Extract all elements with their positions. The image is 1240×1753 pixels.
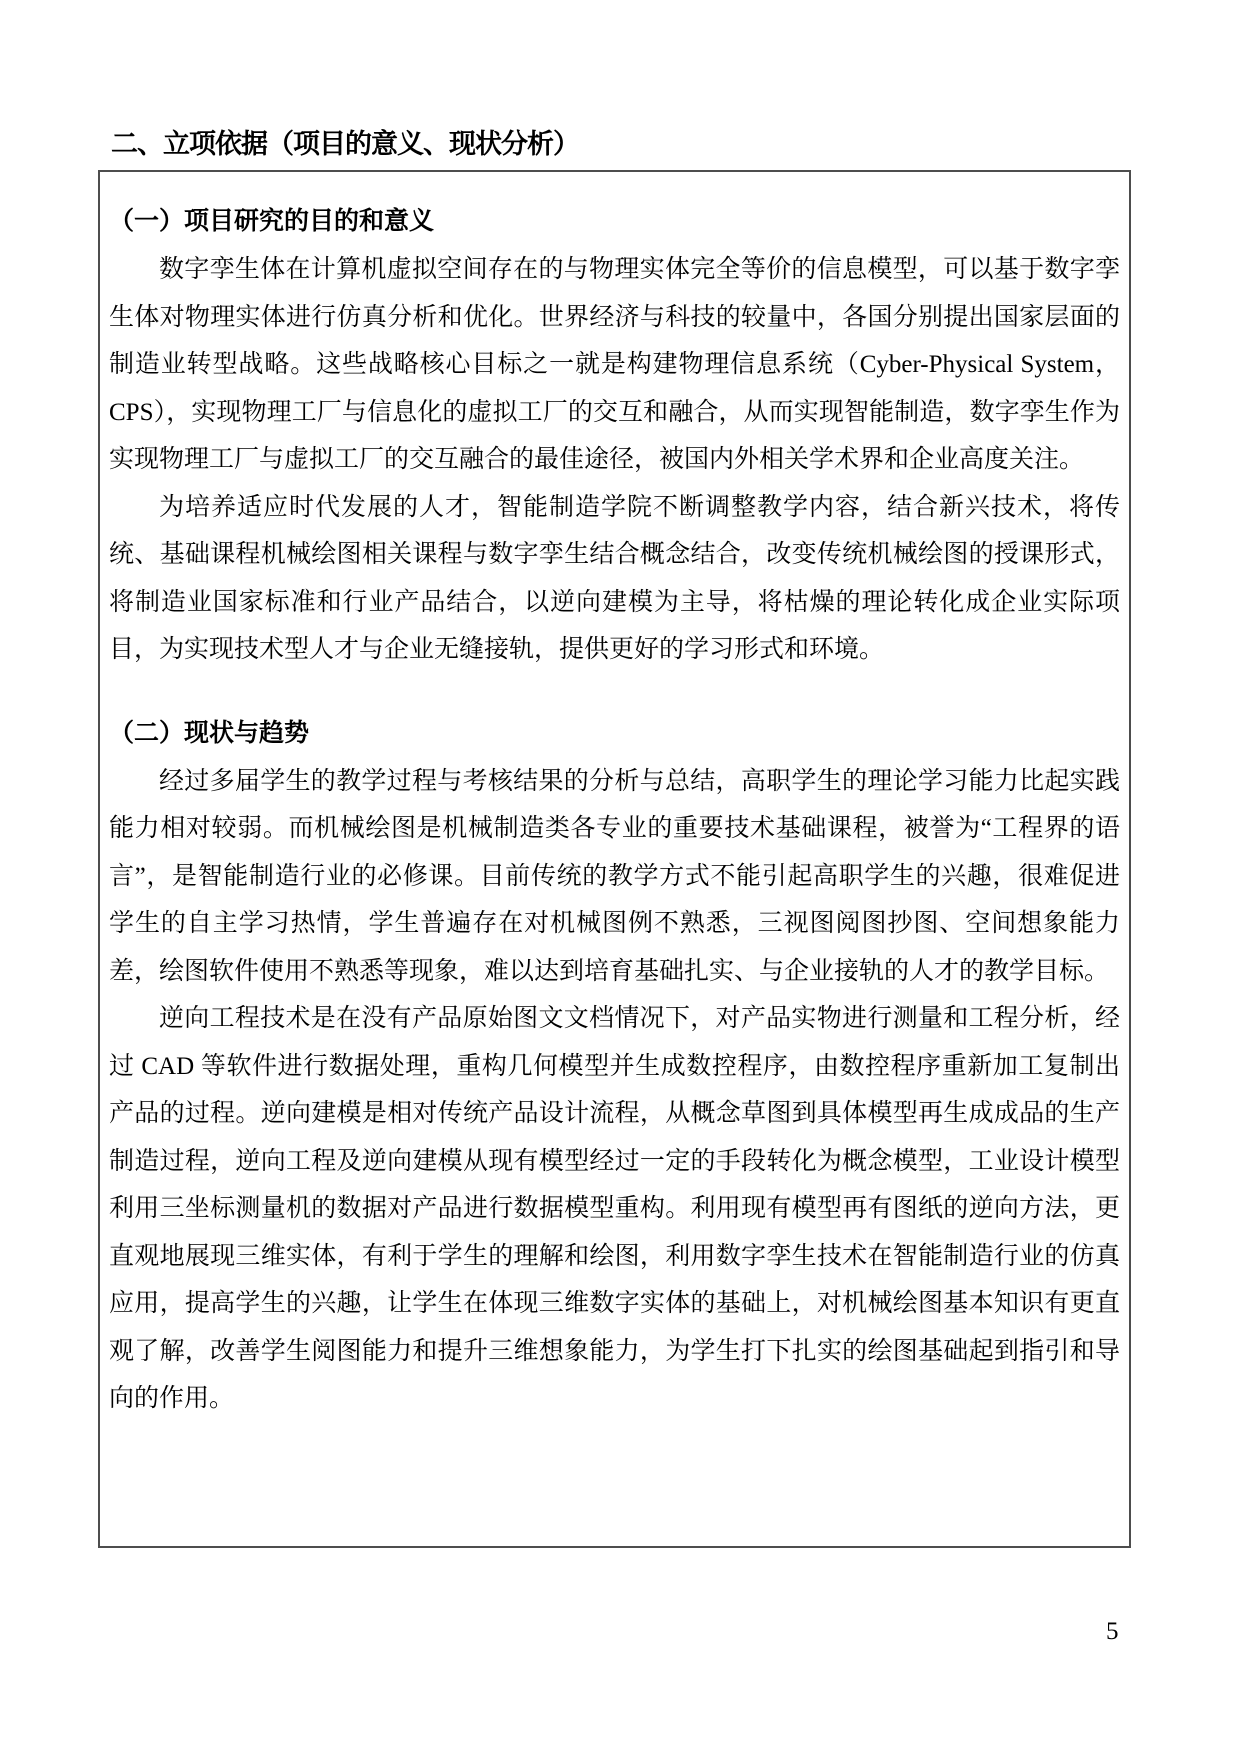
section-status-and-trends <box>109 716 1120 1423</box>
page-title: 二、立项依据（项目的意义、现状分析） <box>111 129 579 159</box>
section-purpose-and-significance <box>109 204 1120 674</box>
section-heading-status-trends: （二）现状与趋势 <box>109 718 310 747</box>
section-heading-purpose: （一）项目研究的目的和意义 <box>109 207 435 235</box>
paragraph: 数字孪生体在计算机虚拟空间存在的与物理实体完全等价的信息模型，可以基于数字孪生体对物理实体进行仿真分析和优化。世界经济与科技的较量中，各国分别提出国家层面的制造业转型战略。这些战略核心目标之一就是构建物理信息系统（Cyber-Physical System，CPS），实现物理工厂与信息化的虚拟工厂的交互和融合，从而实现智能制造，数字孪生作为实现物理工厂与虚拟工厂的交互融合的最佳途径，被国内外相关学术界和企业高度关注。 <box>109 256 1120 473</box>
content-box <box>98 170 1131 1548</box>
paragraph: 经过多届学生的教学过程与考核结果的分析与总结，高职学生的理论学习能力比起实践能力相对较弱。而机械绘图是机械制造类各专业的重要技术基础课程，被誉为“工程界的语言”，是智能制造行业的必修课。目前传统的教学方式不能引起高职学生的兴趣，很难促进学生的自主学习热情，学生普遍存在对机械图例不熟悉，三视图阅图抄图、空间想象能力差，绘图软件使用不熟悉等现象，难以达到培育基础扎实、与企业接轨的人才的教学目标。 <box>109 767 1120 985</box>
paragraph: 为培养适应时代发展的人才，智能制造学院不断调整教学内容，结合新兴技术，将传统、基础课程机械绘图相关课程与数字孪生结合概念结合，改变传统机械绘图的授课形式，将制造业国家标准和行业产品结合，以逆向建模为主导，将枯燥的理论转化成企业实际项目，为实现技术型人才与企业无缝接轨，提供更好的学习形式和环境。 <box>109 493 1120 663</box>
paragraph: 逆向工程技术是在没有产品原始图文文档情况下，对产品实物进行测量和工程分析，经过 CAD 等软件进行数据处理，重构几何模型并生成数控程序，由数控程序重新加工复制出产品的过程。逆向建模是相对传统产品设计流程，从概念草图到具体模型再生成成品的生产制造过程，逆向工程及逆向建模从现有模型经过一定的手段转化为概念模型，工业设计模型利用三坐标测量机的数据对产品进行数据模型重构。利用现有模型再有图纸的逆向方法，更直观地展现三维实体，有利于学生的理解和绘图，利用数字孪生技术在智能制造行业的仿真应用，提高学生的兴趣，让学生在体现三维数字实体的基础上，对机械绘图基本知识有更直观了解，改善学生阅图能力和提升三维想象能力，为学生打下扎实的绘图基础起到指引和导向的作用。 <box>109 1005 1120 1412</box>
page-number: 5 <box>1106 1618 1119 1645</box>
